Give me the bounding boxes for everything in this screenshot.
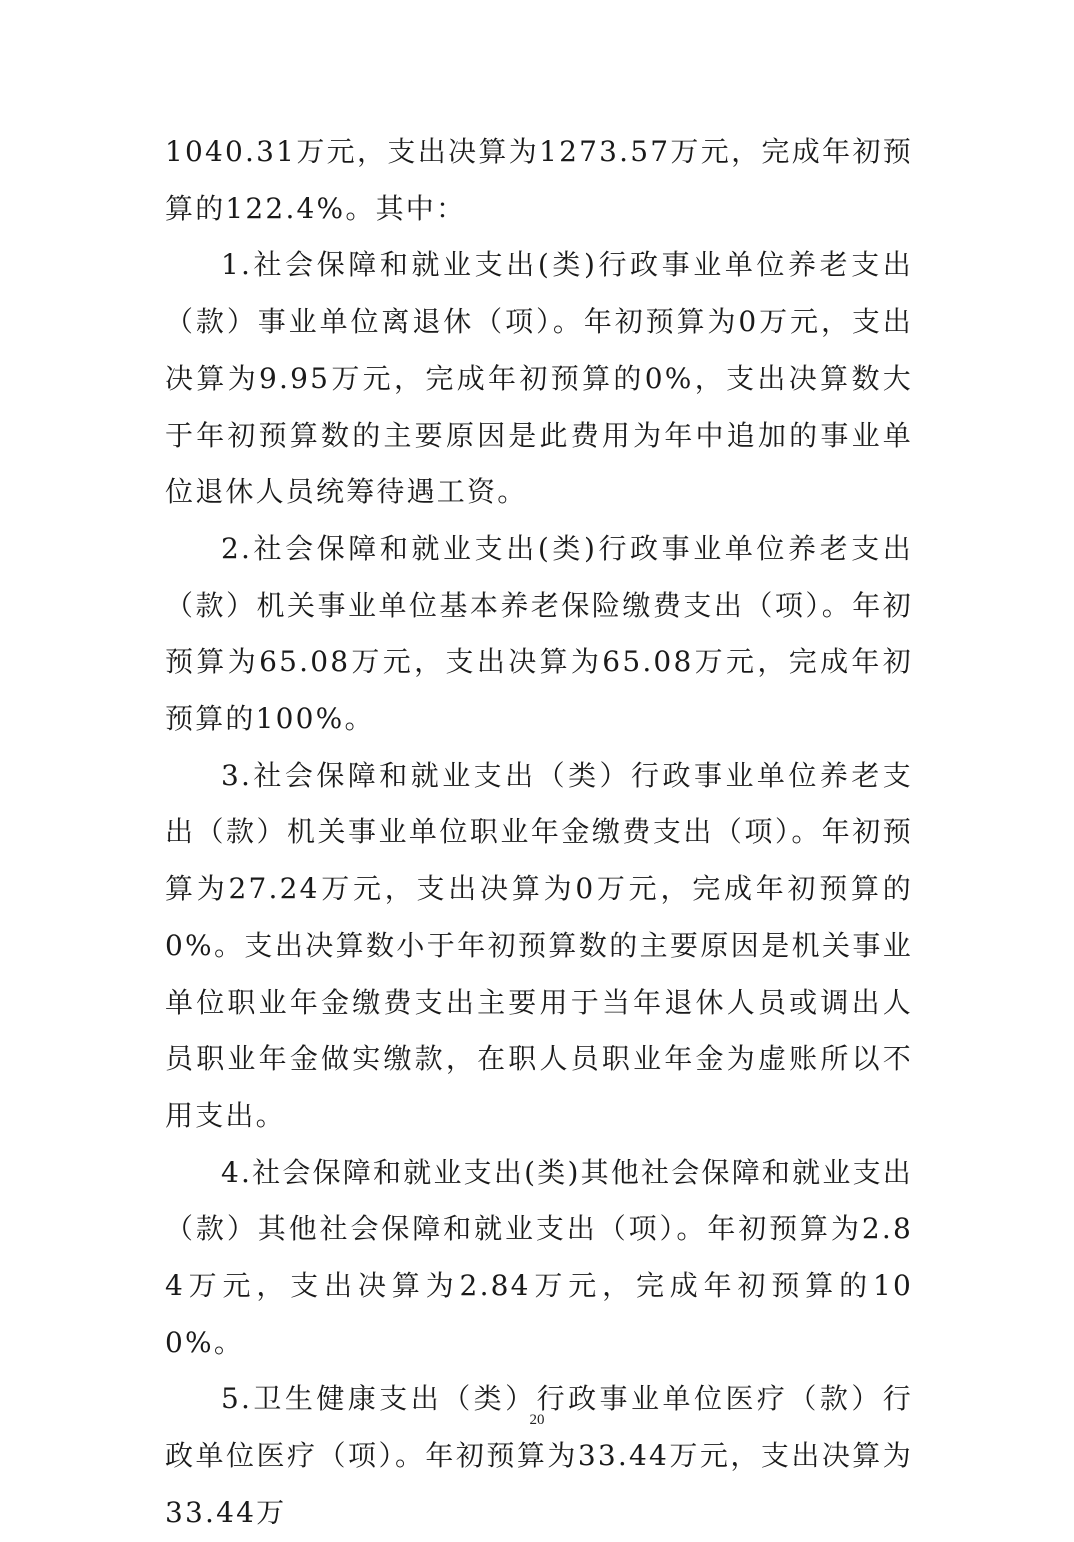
paragraph-item-4: 4.社会保障和就业支出(类)其他社会保障和就业支出（款）其他社会保障和就业支出（项）。年初预算为2.84万元，支出决算为2.84万元，完成年初预算的100%。	[165, 1155, 913, 1359]
paragraph-item-5: 5.卫生健康支出（类）行政事业单位医疗（款）行政单位医疗（项）。年初预算为33.44万元，支出决算为33.44万	[165, 1382, 913, 1529]
paragraph-item-1: 1.社会保障和就业支出(类)行政事业单位养老支出（款）事业单位离退休（项）。年初预算为0万元，支出决算为9.95万元，完成年初预算的0%，支出决算数大于年初预算数的主要原因是此费用为年中追加的事业单位退休人员统筹待遇工资。	[165, 248, 913, 509]
page-number: 20	[529, 1412, 545, 1428]
document-body	[165, 124, 913, 1542]
paragraph-continuation: 1040.31万元，支出决算为1273.57万元，完成年初预算的122.4%。其中：	[165, 135, 913, 225]
paragraph-item-2: 2.社会保障和就业支出(类)行政事业单位养老支出（款）机关事业单位基本养老保险缴费支出（项）。年初预算为65.08万元，支出决算为65.08万元，完成年初预算的100%。	[165, 531, 913, 736]
paragraph-item-3: 3.社会保障和就业支出（类）行政事业单位养老支出（款）机关事业单位职业年金缴费支出（项）。年初预算为27.24万元，支出决算为0万元，完成年初预算的0%。支出决算数小于年初预算数的主要原因是机关事业单位职业年金缴费支出主要用于当年退休人员或调出人员职业年金做实缴款，在职人员职业年金为虚账所以不用支出。	[165, 758, 913, 1132]
